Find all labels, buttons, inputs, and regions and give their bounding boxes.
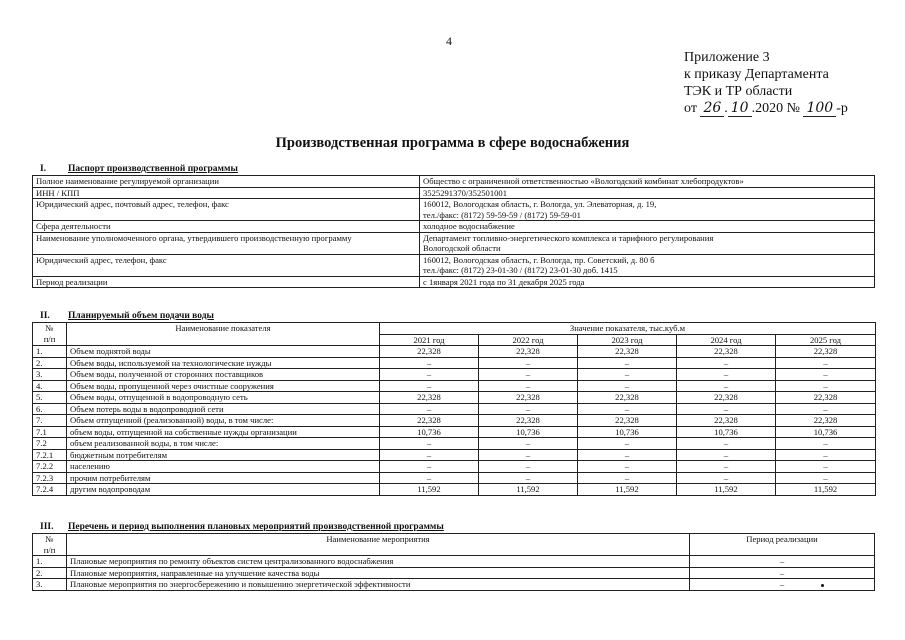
row-name: бюджетным потребителям [67, 449, 380, 461]
row-value: – [677, 449, 776, 461]
table-row [33, 449, 876, 461]
row-value: – [578, 380, 677, 392]
row-name: Объем воды, пропущенной через очистные сооружения [67, 380, 380, 392]
row-value: 22,328 [380, 392, 479, 404]
measure-period: – [690, 556, 875, 568]
water-supply-table [32, 322, 876, 496]
passport-row [33, 232, 875, 254]
row-number: 7.2.2 [33, 461, 67, 473]
row-value: – [380, 380, 479, 392]
measures-col-name: Наименование мероприятия [67, 534, 690, 556]
section-3-number: III. [40, 522, 54, 532]
row-value: – [578, 449, 677, 461]
table-row [33, 472, 876, 484]
year-header: 2023 год [578, 334, 677, 346]
order-number: 100 [803, 100, 836, 117]
row-name: объем воды, отпущенной на собственные нужды организации [67, 426, 380, 438]
row-value: – [776, 403, 876, 415]
passport-label: Наименование уполномоченного органа, утвердившего производственную программу [33, 232, 420, 254]
row-name: населению [67, 461, 380, 473]
row-value: 10,736 [776, 426, 876, 438]
passport-value [420, 232, 875, 254]
measure-period: – [690, 579, 875, 591]
section-3-heading [40, 522, 444, 532]
row-name: Объем воды, отпущенной в водопроводную сеть [67, 392, 380, 404]
passport-value-line-1: с 1января 2021 года по 31 декабря 2025 года [423, 276, 585, 287]
col-num-header: № п/п [33, 323, 67, 346]
row-value: 22,328 [380, 346, 479, 358]
passport-value [420, 176, 875, 188]
passport-value [420, 254, 875, 276]
row-number: 3. [33, 369, 67, 381]
ink-dot [821, 584, 824, 587]
passport-label: Юридический адрес, телефон, факс [33, 254, 420, 276]
row-value: – [578, 403, 677, 415]
row-value: – [677, 403, 776, 415]
col-name-header: Наименование показателя [67, 323, 380, 346]
table-row [33, 438, 876, 450]
passport-label: Сфера деятельности [33, 221, 420, 233]
year-header: 2021 год [380, 334, 479, 346]
row-value: 11,592 [677, 484, 776, 496]
row-number: 7.2.1 [33, 449, 67, 461]
row-number: 7.1 [33, 426, 67, 438]
table-row [33, 380, 876, 392]
row-value: – [479, 449, 578, 461]
row-value: 10,736 [380, 426, 479, 438]
row-value: – [380, 369, 479, 381]
table-row [33, 357, 876, 369]
row-value: 11,592 [479, 484, 578, 496]
row-value: – [776, 369, 876, 381]
row-name: объем реализованной воды, в том числе: [67, 438, 380, 450]
row-value: 22,328 [479, 392, 578, 404]
row-number: 4. [33, 380, 67, 392]
passport-value-line-1: 3525291370/352501001 [423, 187, 508, 198]
section-1-title: Паспорт производственной программы [68, 164, 238, 174]
row-name: Объем потерь воды в водопроводной сети [67, 403, 380, 415]
row-value: – [578, 472, 677, 484]
order-suffix: -р [836, 101, 848, 116]
row-value: – [479, 438, 578, 450]
row-value: – [380, 403, 479, 415]
year-header: 2024 год [677, 334, 776, 346]
row-value: 10,736 [578, 426, 677, 438]
row-name: другим водопроводам [67, 484, 380, 496]
measure-row [33, 556, 875, 568]
row-name: Объем воды, полученной от сторонних поставщиков [67, 369, 380, 381]
section-1-heading [40, 164, 238, 174]
passport-value-line-1: Департамент топливно-энергетического комплекса и тарифного регулирования [423, 232, 714, 243]
row-value: 10,736 [479, 426, 578, 438]
row-number: 7. [33, 415, 67, 427]
measure-name: Плановые мероприятия по энергосбережению и повышению энергетической эффективности [67, 579, 690, 591]
measure-name: Плановые мероприятия по ремонту объектов систем централизованного водоснабжения [67, 556, 690, 568]
row-number: 7.2 [33, 438, 67, 450]
table-row [33, 346, 876, 358]
passport-row [33, 221, 875, 233]
col-value-header: Значение показателя, тыс.куб.м [380, 323, 876, 335]
passport-label: ИНН / КПП [33, 187, 420, 199]
passport-value-line-1: холодное водоснабжение [423, 221, 515, 231]
section-2-number: II. [40, 311, 50, 321]
passport-row [33, 254, 875, 276]
row-value: – [776, 438, 876, 450]
passport-label: Полное наименование регулируемой организации [33, 176, 420, 188]
row-value: – [776, 472, 876, 484]
row-value: 22,328 [776, 346, 876, 358]
row-value: – [578, 461, 677, 473]
row-value: – [578, 369, 677, 381]
row-number: 6. [33, 403, 67, 415]
row-value: – [380, 449, 479, 461]
row-value: 22,328 [380, 415, 479, 427]
measure-period: – [690, 567, 875, 579]
year-header: 2025 год [776, 334, 876, 346]
year-header: 2022 год [479, 334, 578, 346]
appendix-line-3: ТЭК и ТР области [684, 84, 793, 99]
measure-number: 1. [33, 556, 67, 568]
row-value: – [677, 472, 776, 484]
row-value: – [776, 380, 876, 392]
passport-value [420, 199, 875, 221]
row-value: 22,328 [479, 415, 578, 427]
row-value: – [677, 369, 776, 381]
section-2-title: Планируемый объем подачи воды [68, 311, 214, 321]
row-value: – [776, 461, 876, 473]
table-row [33, 392, 876, 404]
table-row [33, 415, 876, 427]
row-value: 11,592 [776, 484, 876, 496]
table-row [33, 484, 876, 496]
appendix-line-2: к приказу Департамента [684, 67, 829, 82]
row-number: 7.2.3 [33, 472, 67, 484]
measures-table [32, 533, 875, 591]
table-row [33, 426, 876, 438]
row-name: прочим потребителям [67, 472, 380, 484]
row-value: 22,328 [578, 346, 677, 358]
passport-table [32, 175, 875, 288]
passport-value-line-2: тел./факс: (8172) 59-59-59 / (8172) 59-59-01 [423, 209, 581, 220]
measures-col-num: № п/п [33, 534, 67, 556]
row-name: Объем отпущенной (реализованной) воды, в том числе: [67, 415, 380, 427]
row-name: Объем воды, используемой на технологические нужды [67, 357, 380, 369]
row-value: – [380, 461, 479, 473]
row-value: 22,328 [776, 415, 876, 427]
row-number: 1. [33, 346, 67, 358]
measure-number: 3. [33, 579, 67, 591]
table-row [33, 369, 876, 381]
row-name: Объем поднятой воды [67, 346, 380, 358]
passport-value-line-1: 160012, Вологодская область, г. Вологда, пр. Советский, д. 80 б [423, 254, 655, 265]
section-1-number: I. [40, 164, 47, 174]
row-value: – [380, 472, 479, 484]
row-value: – [479, 472, 578, 484]
row-value: – [479, 380, 578, 392]
passport-value-line-2: тел./факс: (8172) 23-01-30 / (8172) 23-01-30 доб. 1415 [423, 265, 618, 275]
row-value: 10,736 [677, 426, 776, 438]
passport-value-line-1: 160012, Вологодская область, г. Вологда, ул. Элеваторная, д. 19, [423, 199, 657, 209]
row-value: – [776, 357, 876, 369]
passport-value [420, 221, 875, 233]
row-value: 22,328 [677, 415, 776, 427]
row-value: – [578, 357, 677, 369]
order-day: 26 [700, 100, 724, 117]
passport-value [420, 276, 875, 288]
section-3-title: Перечень и период выполнения плановых мероприятий производственной программы [68, 522, 444, 532]
table-row [33, 403, 876, 415]
passport-row [33, 199, 875, 221]
row-value: – [380, 438, 479, 450]
measure-number: 2. [33, 567, 67, 579]
row-value: – [479, 403, 578, 415]
row-value: 22,328 [677, 392, 776, 404]
passport-value-line-2: Вологодской области [423, 243, 501, 253]
row-value: 22,328 [578, 392, 677, 404]
passport-row [33, 276, 875, 288]
measure-row [33, 579, 875, 591]
row-value: – [776, 449, 876, 461]
order-year: .2020 № [751, 101, 800, 116]
row-value: – [578, 438, 677, 450]
passport-row [33, 187, 875, 199]
row-value: – [479, 369, 578, 381]
appendix-block [684, 49, 848, 117]
row-value: – [677, 357, 776, 369]
measure-name: Плановые мероприятия, направленные на улучшение качества воды [67, 567, 690, 579]
passport-label: Юридический адрес, почтовый адрес, телефон, факс [33, 199, 420, 221]
passport-label: Период реализации [33, 276, 420, 288]
section-2-heading [40, 311, 214, 321]
row-value: 22,328 [677, 346, 776, 358]
row-value: – [677, 380, 776, 392]
row-value: 22,328 [578, 415, 677, 427]
from-label: от [684, 101, 697, 116]
order-month: 10 [728, 100, 752, 117]
row-value: 11,592 [578, 484, 677, 496]
row-value: – [677, 461, 776, 473]
row-number: 2. [33, 357, 67, 369]
row-number: 7.2.4 [33, 484, 67, 496]
row-value: – [479, 461, 578, 473]
appendix-line-1: Приложение 3 [684, 50, 770, 65]
table-row [33, 461, 876, 473]
row-value: 11,592 [380, 484, 479, 496]
row-value: 22,328 [479, 346, 578, 358]
appendix-date-line: от 26 . 10 .2020 № 100 -р [684, 100, 848, 116]
row-value: – [479, 357, 578, 369]
passport-value [420, 187, 875, 199]
passport-value-line-1: Общество с ограниченной ответственностью «Вологодский комбинат хлебопродуктов» [423, 176, 744, 186]
page-number: 4 [446, 34, 452, 48]
measures-col-period: Период реализации [690, 534, 875, 556]
row-number: 5. [33, 392, 67, 404]
measure-row [33, 567, 875, 579]
row-value: – [380, 357, 479, 369]
row-value: – [677, 438, 776, 450]
passport-row [33, 176, 875, 188]
document-title: Производственная программа в сфере водоснабжения [275, 135, 630, 151]
row-value: 22,328 [776, 392, 876, 404]
